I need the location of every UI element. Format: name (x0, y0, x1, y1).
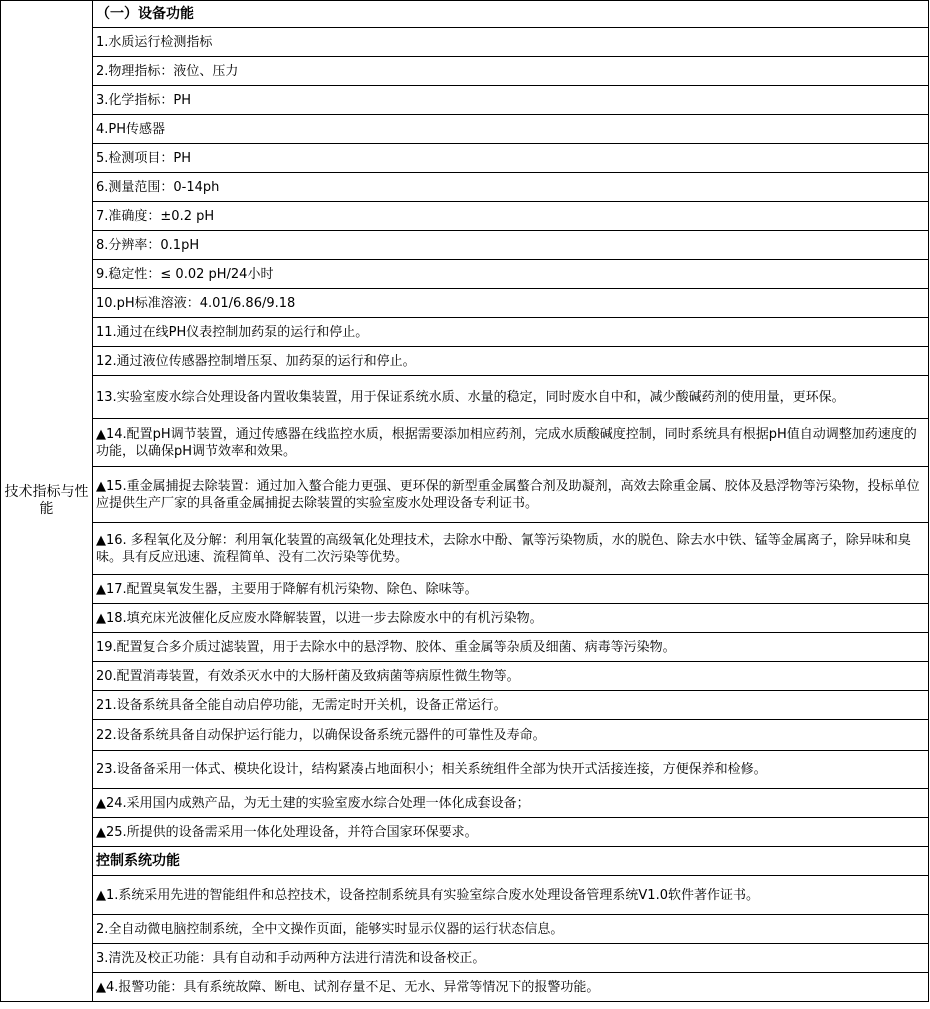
table-row (1, 818, 929, 847)
spec-item: 4.PH传感器 (93, 115, 929, 144)
spec-item: ▲17.配置臭氧发生器，主要用于降解有机污染物、除色、除味等。 (93, 575, 929, 604)
spec-item: 12.通过液位传感器控制增压泵、加药泵的运行和停止。 (93, 347, 929, 376)
spec-table-body (1, 1, 929, 1002)
spec-item: 6.测量范围：0-14ph (93, 173, 929, 202)
spec-item: 23.设备备采用一体式、模块化设计，结构紧凑占地面积小；相关系统组件全部为快开式活接连接，方便保养和检修。 (93, 751, 929, 789)
section-heading: （一）设备功能 (93, 1, 929, 28)
spec-item: ▲24.采用国内成熟产品，为无土建的实验室废水综合处理一体化成套设备； (93, 789, 929, 818)
table-row (1, 173, 929, 202)
table-row (1, 751, 929, 789)
table-row (1, 57, 929, 86)
table-row (1, 231, 929, 260)
table-row (1, 202, 929, 231)
spec-item: ▲16. 多程氧化及分解：利用氧化装置的高级氧化处理技术，去除水中酚、氰等污染物质，水的脱色、除去水中铁、锰等金属离子，除异味和臭味。具有反应迅速、流程简单、没有二次污染等优势。 (93, 523, 929, 575)
spec-item: ▲25.所提供的设备需采用一体化处理设备，并符合国家环保要求。 (93, 818, 929, 847)
table-row (1, 720, 929, 751)
table-row (1, 523, 929, 575)
spec-item: 13.实验室废水综合处理设备内置收集装置，用于保证系统水质、水量的稳定，同时废水自中和，减少酸碱药剂的使用量，更环保。 (93, 376, 929, 419)
spec-item: 9.稳定性：≤ 0.02 pH/24小时 (93, 260, 929, 289)
table-row (1, 28, 929, 57)
table-row (1, 144, 929, 173)
table-row (1, 467, 929, 523)
table-row (1, 847, 929, 876)
table-row (1, 289, 929, 318)
section-heading: 控制系统功能 (93, 847, 929, 876)
table-row (1, 318, 929, 347)
spec-item: 5.检测项目：PH (93, 144, 929, 173)
table-row (1, 789, 929, 818)
spec-item: 1.水质运行检测指标 (93, 28, 929, 57)
spec-item: ▲4.报警功能：具有系统故障、断电、试剂存量不足、无水、异常等情况下的报警功能。 (93, 973, 929, 1002)
table-row (1, 944, 929, 973)
table-row (1, 973, 929, 1002)
spec-item: 3.化学指标：PH (93, 86, 929, 115)
table-row (1, 86, 929, 115)
row-group-label: 技术指标与性能 (1, 1, 93, 1002)
table-row (1, 115, 929, 144)
spec-item: 8.分辨率：0.1pH (93, 231, 929, 260)
table-row (1, 260, 929, 289)
table-row (1, 347, 929, 376)
spec-item: 22.设备系统具备自动保护运行能力，以确保设备系统元器件的可靠性及寿命。 (93, 720, 929, 751)
spec-item: 2.全自动微电脑控制系统，全中文操作页面，能够实时显示仪器的运行状态信息。 (93, 915, 929, 944)
spec-item: 7.准确度：±0.2 pH (93, 202, 929, 231)
spec-item: ▲15.重金属捕捉去除装置：通过加入螯合能力更强、更环保的新型重金属螯合剂及助凝剂，高效去除重金属、胶体及悬浮物等污染物，投标单位应提供生产厂家的具备重金属捕捉去除装置的实验室废水处理设备专利证书。 (93, 467, 929, 523)
table-row (1, 419, 929, 467)
spec-item: ▲1.系统采用先进的智能组件和总控技术，设备控制系统具有实验室综合废水处理设备管理系统V1.0软件著作证书。 (93, 876, 929, 915)
spec-item: 2.物理指标：液位、压力 (93, 57, 929, 86)
spec-item: 10.pH标准溶液：4.01/6.86/9.18 (93, 289, 929, 318)
table-row (1, 691, 929, 720)
table-row (1, 376, 929, 419)
table-row (1, 633, 929, 662)
table-row (1, 575, 929, 604)
table-row (1, 876, 929, 915)
spec-item: 19.配置复合多介质过滤装置，用于去除水中的悬浮物、胶体、重金属等杂质及细菌、病毒等污染物。 (93, 633, 929, 662)
spec-item: ▲18.填充床光波催化反应废水降解装置，以进一步去除废水中的有机污染物。 (93, 604, 929, 633)
spec-item: 20.配置消毒装置，有效杀灭水中的大肠杆菌及致病菌等病原性微生物等。 (93, 662, 929, 691)
spec-item: 3.清洗及校正功能：具有自动和手动两种方法进行清洗和设备校正。 (93, 944, 929, 973)
table-row (1, 604, 929, 633)
spec-item: 11.通过在线PH仪表控制加药泵的运行和停止。 (93, 318, 929, 347)
table-row (1, 1, 929, 28)
table-row (1, 662, 929, 691)
spec-item: ▲14.配置pH调节装置，通过传感器在线监控水质，根据需要添加相应药剂，完成水质酸碱度控制，同时系统具有根据pH值自动调整加药速度的功能，以确保pH调节效率和效果。 (93, 419, 929, 467)
table-row (1, 915, 929, 944)
spec-item: 21.设备系统具备全能自动启停功能，无需定时开关机，设备正常运行。 (93, 691, 929, 720)
